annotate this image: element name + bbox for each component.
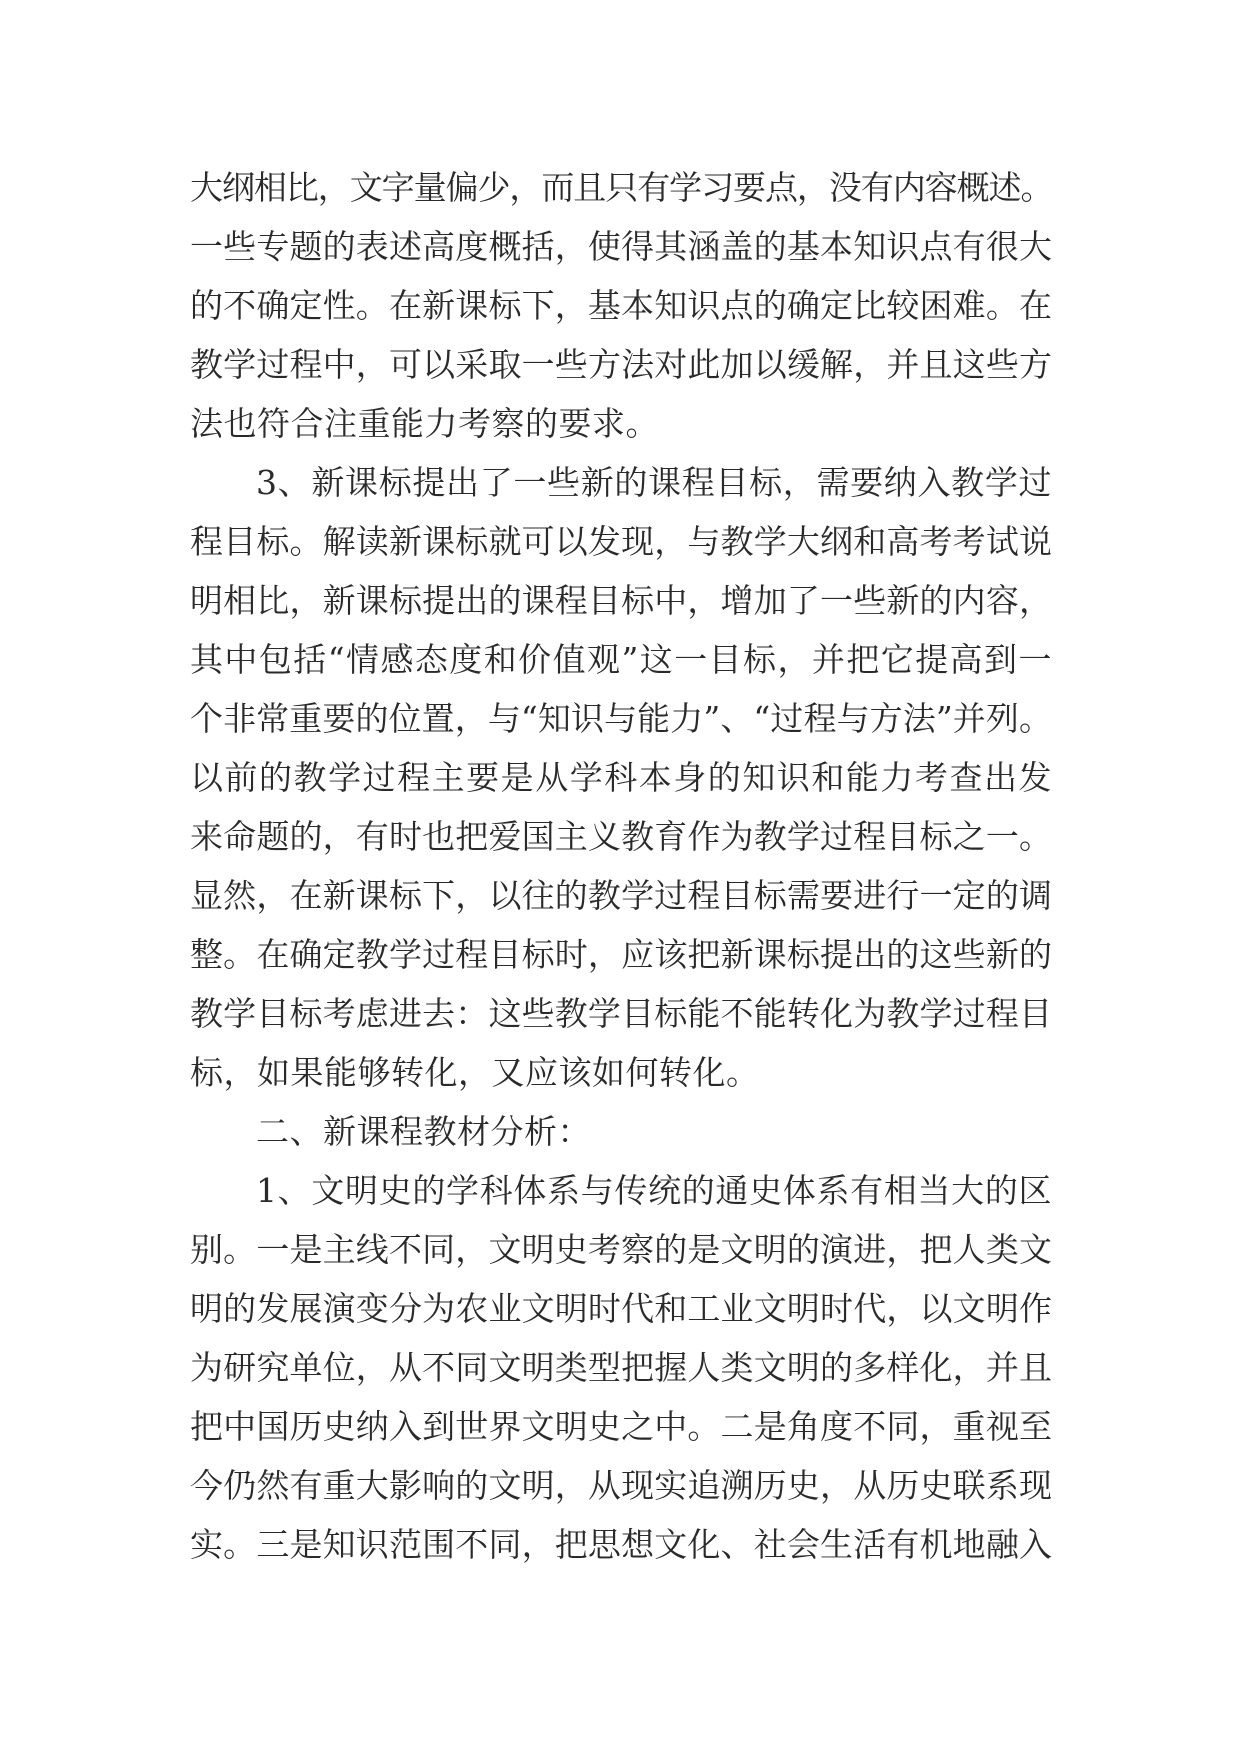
text-line: 个非常重要的位置，与“知识与能力”、“过程与方法”并列。 [190, 699, 1052, 738]
text-line: 明相比，新课标提出的课程目标中，增加了一些新的内容， [190, 581, 1052, 620]
text-line: 来命题的，有时也把爱国主义教育作为教学过程目标之一。 [190, 817, 1052, 856]
text-line: 明的发展演变分为农业文明时代和工业文明时代，以文明作 [190, 1289, 1052, 1328]
text-line: 大纲相比，文字量偏少，而且只有学习要点，没有内容概述。 [190, 168, 1052, 207]
text-line: 标，如果能够转化，又应该如何转化。 [190, 1053, 760, 1092]
text-line: 以前的教学过程主要是从学科本身的知识和能力考查出发 [190, 758, 1052, 797]
text-line: 整。在确定教学过程目标时，应该把新课标提出的这些新的 [190, 935, 1052, 974]
section-heading: 二、新课程教材分析： [256, 1112, 591, 1151]
text-line: 教学过程中，可以采取一些方法对此加以缓解，并且这些方 [190, 345, 1052, 384]
text-line: 把中国历史纳入到世界文明史之中。二是角度不同，重视至 [190, 1407, 1052, 1446]
text-line: 法也符合注重能力考察的要求。 [190, 404, 659, 443]
text-line: 其中包括“情感态度和价值观”这一目标，并把它提高到一 [190, 640, 1052, 679]
text-line: 1、文明史的学科体系与传统的通史体系有相当大的区 [256, 1171, 1052, 1210]
text-line: 程目标。解读新课标就可以发现，与教学大纲和高考考试说 [190, 522, 1052, 561]
text-line: 3、新课标提出了一些新的课程目标，需要纳入教学过 [256, 463, 1052, 502]
text-line: 实。三是知识范围不同，把思想文化、社会生活有机地融入 [190, 1525, 1052, 1564]
text-line: 别。一是主线不同，文明史考察的是文明的演进，把人类文 [190, 1230, 1052, 1269]
text-line: 教学目标考虑进去：这些教学目标能不能转化为教学过程目 [190, 994, 1052, 1033]
text-line: 为研究单位，从不同文明类型把握人类文明的多样化，并且 [190, 1348, 1052, 1387]
text-line: 的不确定性。在新课标下，基本知识点的确定比较困难。在 [190, 286, 1052, 325]
text-line: 显然，在新课标下，以往的教学过程目标需要进行一定的调 [190, 876, 1052, 915]
text-line: 今仍然有重大影响的文明，从现实追溯历史，从历史联系现 [190, 1466, 1052, 1505]
body-text [190, 158, 1052, 1574]
text-line: 一些专题的表述高度概括，使得其涵盖的基本知识点有很大 [190, 227, 1052, 266]
